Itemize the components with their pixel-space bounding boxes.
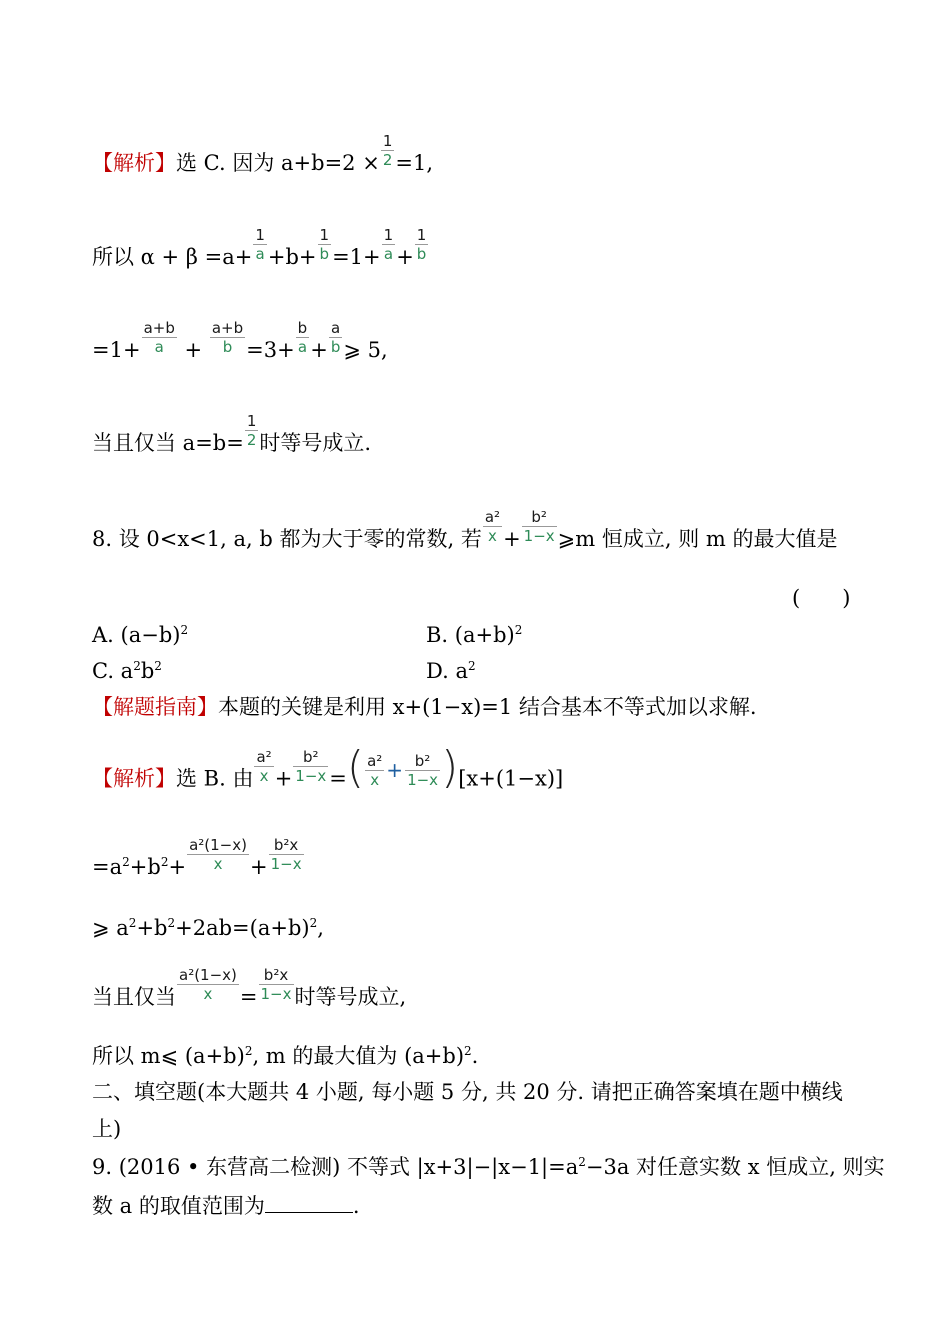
fraction: $\frac{\text{b²}}{1-x}$ <box>407 751 439 789</box>
sol2-line1: 【解析】选 B. 由 $\frac{\text{a²}}{x}$ + $\frac{\text{b²}}{1-x}$ =( $\frac{\text{a²}}{x}$ + $\frac{\text{b²}}{1-x}$ )[x+(1−x)] <box>92 742 564 793</box>
fraction: $\frac{\text{b²}}{1-x}$ <box>295 747 327 785</box>
sol2-line4: 当且仅当 $\frac{\text{a²(1−x)}}{x}$ = $\frac{\text{b²x}}{1-x}$ 时等号成立, <box>92 966 407 1009</box>
fraction: $\frac{1}{2}$ <box>246 412 257 449</box>
question-9: 9. (2016 • 东营高二检测) 不等式 $|x+3|-|x-1|=a^2-3a$ 对任意实数 x 恒成立, 则实 <box>92 1155 885 1179</box>
sol2-line5: 所以 m⩽ $(a+b)^2$, m 的最大值为 $(a+b)^2$. <box>92 1044 479 1068</box>
option-c: C. $a^2b^2$ <box>92 659 162 683</box>
section-heading-cont: 上) <box>92 1117 122 1141</box>
fraction: $\frac{\text{b²}}{1-x}$ <box>523 508 555 545</box>
fraction: $\frac{\text{a²}}{x}$ <box>484 508 501 545</box>
answer-paren: ( ) <box>792 586 851 610</box>
section-heading: 二、填空题(本大题共 4 小题, 每小题 5 分, 共 20 分. 请把正确答案填在题中横线 <box>92 1080 843 1104</box>
sol1-line3: =1+ $\frac{a+b}{a}$ + $\frac{a+b}{b}$ =3+ $\frac{b}{a}$ + $\frac{a}{b}$ ⩾ 5, <box>92 319 388 362</box>
sol2-line2: $=a^2+b^2+$ $\frac{\text{a²(1−x)}}{x}$ + $\frac{\text{b²x}}{1-x}$ <box>92 836 302 879</box>
sol1-line4: 当且仅当 a=b= $\frac{1}{2}$ 时等号成立. <box>92 412 372 455</box>
analysis-tag: 【解析】 <box>92 766 176 791</box>
fraction: $\frac{b}{a}$ <box>297 319 308 356</box>
option-a: A. $(a-b)^2$ <box>92 623 189 647</box>
fraction: $\frac{\text{a²}}{x}$ <box>367 751 383 789</box>
answer-blank[interactable] <box>265 1194 353 1213</box>
sol2-line3: ⩾ $a^2+b^2+2ab=(a+b)^2$, <box>92 916 324 940</box>
plus-sign: + <box>386 758 404 782</box>
option-d: D. $a^2$ <box>426 659 476 683</box>
fraction: $\frac{\text{a²(1−x)}}{x}$ <box>189 836 247 873</box>
sol1-line2: 所以 α + β =a+ $\frac{1}{a}$ +b+ $\frac{1}{b}$ =1+ $\frac{1}{a}$ + $\frac{1}{b}$ <box>92 226 427 269</box>
question-8: 8. 设 0<x<1, a, b 都为大于零的常数, 若 $\frac{\text{a²}}{x}$ + $\frac{\text{b²}}{1-x}$ ⩾m 恒成立, 则 m 的最大值是 <box>92 508 838 551</box>
fraction: $\frac{1}{b}$ <box>319 226 330 263</box>
question-9-cont: 数 a 的取值范围为 . <box>92 1194 360 1218</box>
fraction: $\frac{a}{b}$ <box>330 319 341 356</box>
fraction: $\frac{1}{a}$ <box>383 226 394 263</box>
fraction: $\frac{\text{a²(1−x)}}{x}$ <box>179 966 237 1003</box>
fraction: $\frac{\text{a²}}{x}$ <box>256 747 272 785</box>
fraction: $\frac{1}{a}$ <box>255 226 265 263</box>
fraction: $\frac{1}{b}$ <box>416 226 427 263</box>
fraction: $\frac{\text{b²x}}{1-x}$ <box>260 966 292 1003</box>
option-b: B. $(a+b)^2$ <box>426 623 523 647</box>
fraction: $\frac{a+b}{b}$ <box>211 319 244 356</box>
analysis-tag: 【解析】 <box>92 151 176 175</box>
fraction: $\frac{\text{b²x}}{1-x}$ <box>270 836 302 873</box>
solution-guide: 【解题指南】本题的关键是利用 x+(1−x)=1 结合基本不等式加以求解. <box>92 695 757 719</box>
guide-tag: 【解题指南】 <box>92 695 218 719</box>
fraction: $\frac{1}{2}$ <box>382 132 393 169</box>
sol1-line1: 【解析】选 C. 因为 a+b=2 × $\frac{1}{2}$ =1, <box>92 132 433 175</box>
fraction: $\frac{a+b}{a}$ <box>143 319 175 356</box>
